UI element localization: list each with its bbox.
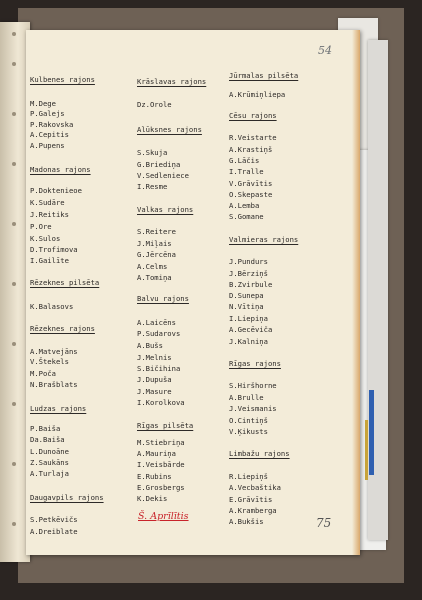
name-entry: A.Mauriņa	[137, 449, 176, 458]
name-entry: A.Bušs	[137, 341, 163, 350]
name-entry: N.Vītiņa	[229, 302, 264, 311]
name-entry: A.Krastiņš	[229, 145, 273, 154]
punch-hole	[12, 222, 16, 226]
folio-number-bottom: 75	[316, 516, 332, 530]
name-entry: I.Liepiņa	[229, 314, 268, 323]
section-heading: Cēsu rajons	[229, 111, 277, 120]
name-entry: J.Dupuša	[137, 375, 172, 384]
handwritten-note: Š. Aprīlītis	[138, 511, 189, 522]
name-entry: K.Balasovs	[30, 302, 74, 311]
name-entry: O.Skepaste	[229, 190, 273, 199]
name-entry: S.Gomane	[229, 212, 264, 221]
section-heading: Balvu rajons	[137, 294, 189, 303]
punch-hole	[12, 342, 16, 346]
name-entry: P.Baiša	[30, 424, 61, 433]
name-entry: P.Sudarovs	[137, 329, 181, 338]
name-entry: A.Turlaja	[30, 469, 69, 478]
name-entry: Da.Baiša	[30, 435, 65, 444]
name-entry: A.Vecbaštika	[229, 483, 281, 492]
punch-hole	[12, 282, 16, 286]
name-entry: G.Jērcēna	[137, 250, 176, 259]
section-heading: Jūrmalas pilsēta	[229, 71, 299, 80]
section-heading: Ludzas rajons	[30, 404, 87, 413]
name-entry: J.Kalniņa	[229, 337, 268, 346]
punch-hole	[12, 402, 16, 406]
punch-hole	[12, 522, 16, 526]
name-entry: A.Gecēviča	[229, 325, 273, 334]
name-entry: S.Petkēvičs	[30, 515, 78, 524]
name-entry: P.Galejs	[30, 109, 65, 118]
name-entry: J.Masure	[137, 387, 172, 396]
name-entry: E.Grāvītis	[229, 495, 273, 504]
name-entry: B.Zvirbule	[229, 280, 273, 289]
name-entry: P.Rakovska	[30, 120, 74, 129]
document-page	[26, 30, 360, 555]
name-entry: P.Doktenieoe	[30, 186, 82, 195]
name-entry: I.Resme	[137, 182, 168, 191]
name-entry: E.Grosbergs	[137, 483, 185, 492]
section-heading: Rīgas pilsēta	[137, 421, 194, 430]
name-entry: V.Ķikusts	[229, 427, 268, 436]
section-heading: Alūksnes rajons	[137, 125, 202, 134]
name-entry: A.Lemba	[229, 201, 260, 210]
name-entry: D.Trofimova	[30, 245, 78, 254]
name-entry: S.Skuja	[137, 148, 168, 157]
name-entry: K.Dekis	[137, 494, 168, 503]
name-entry: A.Krūmiņliepa	[229, 90, 286, 99]
section-heading: Limbažu rajons	[229, 449, 290, 458]
punch-hole	[12, 462, 16, 466]
name-entry: R.Liepiņš	[229, 472, 268, 481]
section-heading: Valkas rajons	[137, 205, 194, 214]
name-entry: A.Cepitis	[30, 130, 69, 139]
name-entry: K.Sudāre	[30, 198, 65, 207]
name-entry: A.Kramberga	[229, 506, 277, 515]
name-entry: A.Tomiņa	[137, 273, 172, 282]
punch-hole	[12, 112, 16, 116]
name-entry: S.Bičihina	[137, 364, 181, 373]
name-entry: N.Brašblats	[30, 380, 78, 389]
name-entry: J.Veismanis	[229, 404, 277, 413]
section-heading: Valmieras rajons	[229, 235, 299, 244]
punch-hole	[12, 162, 16, 166]
name-entry: V.Štekels	[30, 357, 69, 366]
name-entry: G.Lāčis	[229, 156, 260, 165]
name-entry: A.Bukšis	[229, 517, 264, 526]
name-entry: A.Matvejāns	[30, 347, 78, 356]
name-entry: L.Dunoāne	[30, 447, 69, 456]
name-entry: J.Miļais	[137, 239, 172, 248]
name-entry: M.Stiebriņa	[137, 438, 185, 447]
section-heading: Madonas rajons	[30, 165, 91, 174]
name-entry: K.Sulos	[30, 234, 61, 243]
page-edge	[352, 30, 360, 555]
name-entry: J.Melnis	[137, 353, 172, 362]
name-entry: I.Korolkova	[137, 398, 185, 407]
name-entry: J.Reitiks	[30, 210, 69, 219]
name-entry: J.Bērziņš	[229, 269, 268, 278]
punch-hole	[12, 32, 16, 36]
section-heading: Krāslavas rajons	[137, 77, 207, 86]
name-entry: I.Tralle	[229, 167, 264, 176]
yellow-tab	[365, 420, 368, 480]
name-entry: A.Pupens	[30, 141, 65, 150]
name-entry: A.Dreiblate	[30, 527, 78, 536]
section-heading: Rīgas rajons	[229, 359, 281, 368]
name-entry: E.Rubins	[137, 472, 172, 481]
name-entry: R.Veistarte	[229, 133, 277, 142]
name-entry: M.Dege	[30, 99, 56, 108]
punch-hole	[12, 62, 16, 66]
name-entry: S.Hiršhorne	[229, 381, 277, 390]
name-entry: V.Sedleniece	[137, 171, 189, 180]
section-heading: Daugavpils rajons	[30, 493, 104, 502]
name-entry: Dz.Orole	[137, 100, 172, 109]
name-entry: I.Gailīte	[30, 256, 69, 265]
section-heading: Rēzeknes rajons	[30, 324, 95, 333]
section-heading: Rēzeknes pilsēta	[30, 278, 100, 287]
name-entry: V.Grāvītis	[229, 179, 273, 188]
name-entry: A.Brulle	[229, 393, 264, 402]
name-entry: Z.Saukāns	[30, 458, 69, 467]
name-entry: I.Veisbārde	[137, 460, 185, 469]
name-entry: S.Reitere	[137, 227, 176, 236]
name-entry: J.Pundurs	[229, 257, 268, 266]
name-entry: P.Ore	[30, 222, 52, 231]
folio-number-top: 54	[318, 44, 332, 57]
name-entry: O.Cintiņš	[229, 416, 268, 425]
blue-tab	[369, 390, 374, 475]
name-entry: G.Briediņa	[137, 160, 181, 169]
name-entry: A.Laicēns	[137, 318, 176, 327]
section-heading: Kulbenes rajons	[30, 75, 95, 84]
name-entry: D.Sunepa	[229, 291, 264, 300]
name-entry: A.Celms	[137, 262, 168, 271]
name-entry: M.Poča	[30, 369, 56, 378]
